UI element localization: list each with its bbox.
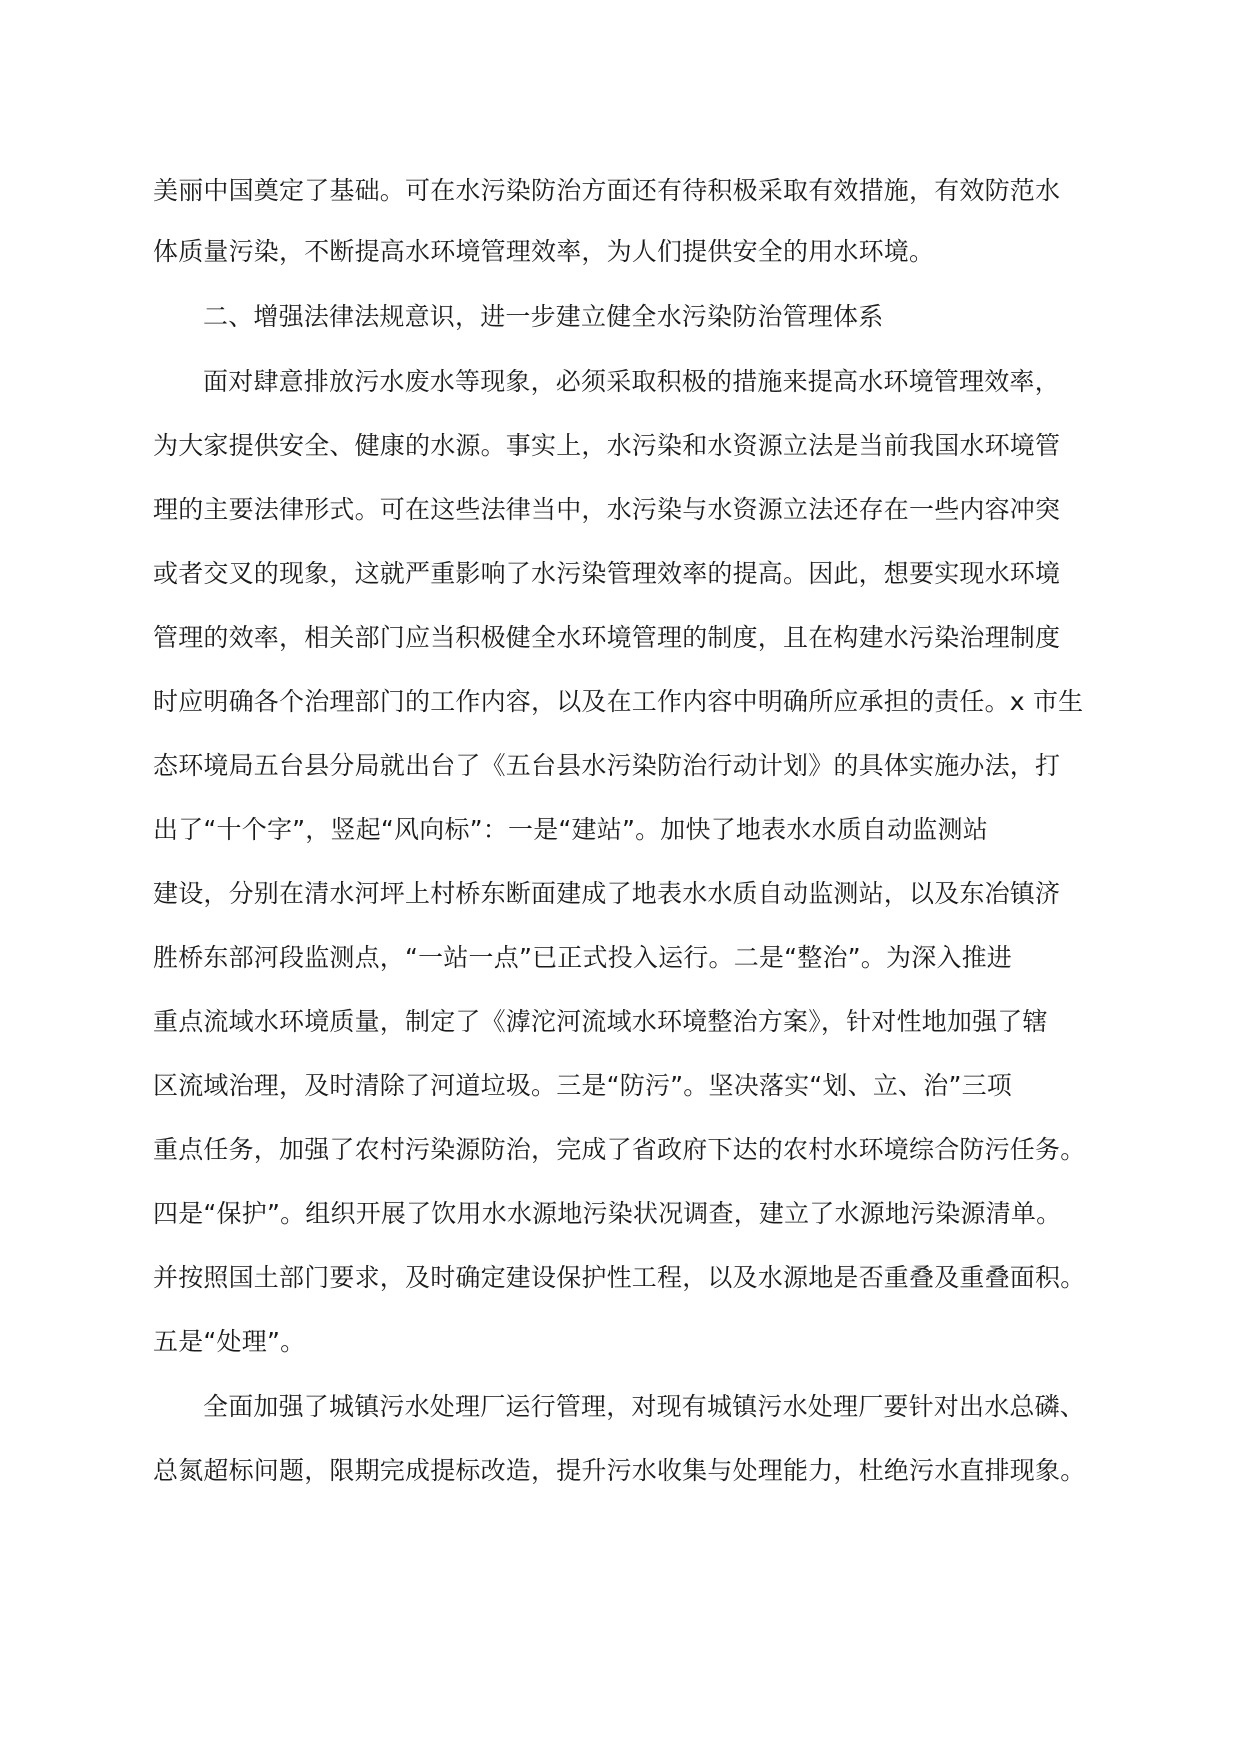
paragraph-2-line-9: 建设，分别在清水河坪上村桥东断面建成了地表水水质自动监测站，以及东冶镇济	[153, 879, 1061, 908]
paragraph-2-line-13: 重点任务，加强了农村污染源防治，完成了省政府下达的农村水环境综合防污任务。	[153, 1135, 1086, 1164]
paragraph-1-line-1: 美丽中国奠定了基础。可在水污染防治方面还有待积极采取有效措施，有效防范水	[153, 176, 1061, 205]
paragraph-2-line-11: 重点流域水环境质量，制定了《滹沱河流域水环境整治方案》，针对性地加强了辖	[153, 1007, 1048, 1036]
paragraph-2-line-3: 理的主要法律形式。可在这些法律当中，水污染与水资源立法还存在一些内容冲突	[153, 495, 1061, 524]
paragraph-2-line-14: 四是“保护”。组织开展了饮用水水源地污染状况调查，建立了水源地污染源清单。	[153, 1199, 1062, 1228]
paragraph-2-line-8: 出了“十个字”，竖起“风向标”：一是“建站”。加快了地表水水质自动监测站	[153, 815, 988, 844]
paragraph-2-line-15: 并按照国土部门要求，及时确定建设保护性工程，以及水源地是否重叠及重叠面积。	[153, 1263, 1086, 1292]
paragraph-1-line-2: 体质量污染，不断提高水环境管理效率，为人们提供安全的用水环境。	[153, 237, 935, 266]
paragraph-2-line-1: 面对肆意排放污水废水等现象，必须采取积极的措施来提高水环境管理效率，	[203, 367, 1060, 396]
paragraph-2-line-4: 或者交叉的现象，这就严重影响了水污染管理效率的提高。因此，想要实现水环境	[153, 559, 1061, 588]
paragraph-2-line-5: 管理的效率，相关部门应当积极健全水环境管理的制度，且在构建水污染治理制度	[153, 623, 1061, 652]
paragraph-2-line-12: 区流域治理，及时清除了河道垃圾。三是“防污”。坚决落实“划、立、治”三项	[153, 1071, 1013, 1100]
paragraph-2-line-10: 胜桥东部河段监测点，“一站一点”已正式投入运行。二是“整治”。为深入推进	[153, 943, 1013, 972]
paragraph-2-line-6: 时应明确各个治理部门的工作内容，以及在工作内容中明确所应承担的责任。x 市生	[153, 687, 1084, 716]
section-heading: 二、增强法律法规意识，进一步建立健全水污染防治管理体系	[203, 302, 884, 331]
paragraph-3-line-2: 总氮超标问题，限期完成提标改造，提升污水收集与处理能力，杜绝污水直排现象。	[153, 1456, 1086, 1485]
paragraph-3-line-1: 全面加强了城镇污水处理厂运行管理，对现有城镇污水处理厂要针对出水总磷、	[203, 1392, 1086, 1421]
paragraph-2-line-16: 五是“处理”。	[153, 1327, 306, 1356]
paragraph-2-line-7: 态环境局五台县分局就出台了《五台县水污染防治行动计划》的具体实施办法，打	[153, 751, 1061, 780]
paragraph-2-line-2: 为大家提供安全、健康的水源。事实上，水污染和水资源立法是当前我国水环境管	[153, 431, 1061, 460]
